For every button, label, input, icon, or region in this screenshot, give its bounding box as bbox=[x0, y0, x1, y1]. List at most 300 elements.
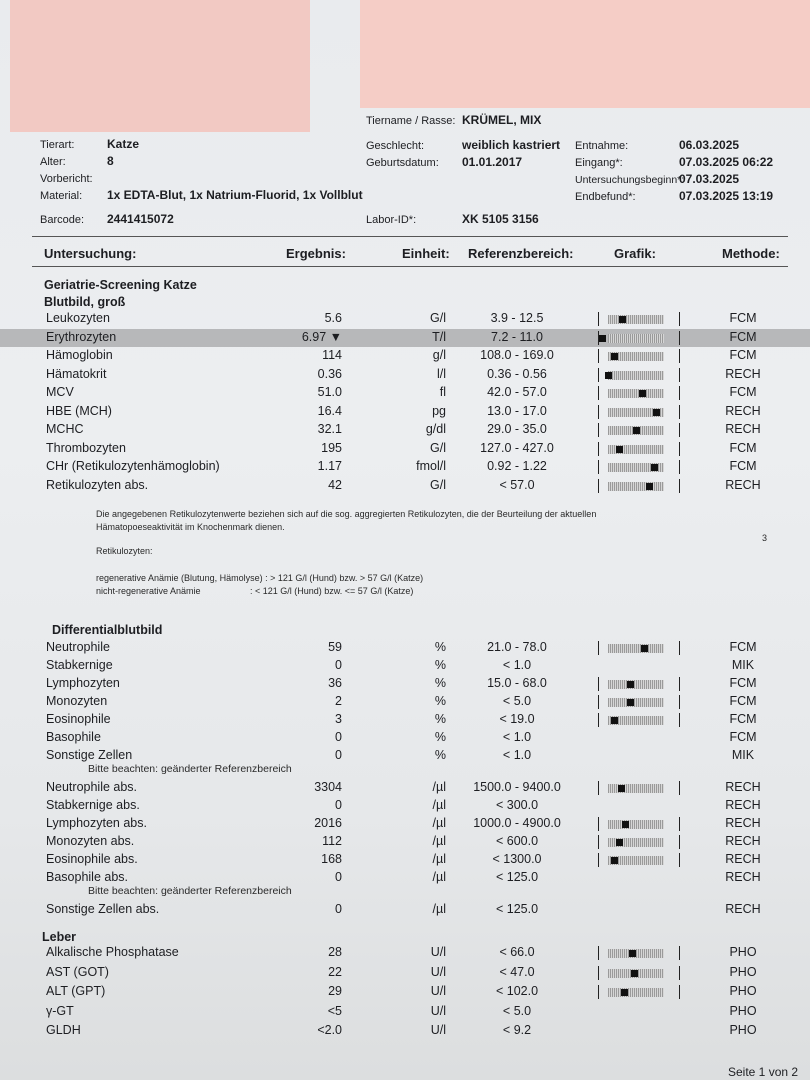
reference-range: < 600.0 bbox=[495, 834, 539, 848]
geschlecht-label: Geschlecht: bbox=[366, 140, 425, 152]
method: RECH bbox=[725, 834, 761, 848]
graphic-right-bound bbox=[679, 835, 680, 849]
unit: /µl bbox=[432, 798, 446, 812]
graphic-marker bbox=[616, 446, 623, 453]
col-methode: Methode: bbox=[722, 246, 780, 261]
geburtsdatum-value: 01.01.2017 bbox=[462, 155, 523, 169]
unit: U/l bbox=[430, 964, 446, 979]
graphic-reference-band bbox=[608, 334, 664, 343]
table-row bbox=[0, 729, 810, 747]
section-geriatrie: Geriatrie-Screening Katze bbox=[44, 278, 197, 292]
method: RECH bbox=[725, 780, 761, 794]
unit: T/l bbox=[432, 329, 446, 344]
graphic-right-bound bbox=[679, 460, 680, 474]
method: PHO bbox=[729, 945, 757, 959]
sticky-note-right bbox=[360, 0, 810, 108]
reference-range: < 5.0 bbox=[502, 1003, 532, 1018]
table-row bbox=[0, 403, 810, 421]
unit: fmol/l bbox=[416, 459, 446, 473]
retik-note-line3: Retikulozyten: bbox=[96, 546, 153, 556]
graphic-reference-band bbox=[608, 482, 664, 491]
result-value: 0 bbox=[335, 902, 342, 916]
graphic-right-bound bbox=[679, 713, 680, 727]
unit: fl bbox=[439, 385, 446, 399]
table-row bbox=[0, 797, 810, 815]
reference-range: < 1.0 bbox=[502, 730, 532, 744]
reference-range: 127.0 - 427.0 bbox=[480, 440, 554, 455]
test-name: Hämoglobin bbox=[46, 348, 113, 362]
table-row bbox=[0, 440, 810, 458]
section-blutbild: Blutbild, groß bbox=[44, 295, 126, 309]
section-differential: Differentialblutbild bbox=[52, 623, 163, 637]
method: RECH bbox=[725, 902, 761, 916]
graphic-marker bbox=[599, 335, 606, 342]
unit: % bbox=[434, 676, 446, 690]
result-value: 0.36 bbox=[317, 366, 342, 381]
graphic-left-bound bbox=[598, 442, 599, 456]
reference-range: < 19.0 bbox=[499, 712, 535, 726]
graphic-reference-band bbox=[608, 698, 664, 707]
unit: /µl bbox=[432, 834, 446, 848]
graphic-right-bound bbox=[679, 695, 680, 709]
reference-graphic bbox=[598, 424, 680, 436]
unit: % bbox=[434, 748, 446, 762]
result-value: 5.6 bbox=[324, 311, 342, 325]
test-name: Eosinophile abs. bbox=[46, 852, 138, 866]
table-row bbox=[0, 901, 810, 919]
result-value: 0 bbox=[335, 870, 342, 884]
graphic-reference-band bbox=[608, 988, 664, 997]
test-name: Monozyten bbox=[46, 694, 108, 708]
entnahme-value: 06.03.2025 bbox=[679, 138, 740, 152]
geschlecht-value: weiblich kastriert bbox=[462, 138, 561, 152]
unit: pg bbox=[432, 403, 446, 418]
sticky-note-left bbox=[10, 0, 310, 132]
result-value: 3304 bbox=[314, 780, 342, 794]
test-name: MCHC bbox=[46, 422, 84, 436]
unit: g/l bbox=[432, 348, 446, 362]
reference-range: < 1.0 bbox=[502, 748, 532, 762]
retik-note-line5: nicht-regenerative Anämie bbox=[96, 586, 201, 596]
graphic-marker bbox=[629, 950, 636, 957]
table-row bbox=[0, 1022, 810, 1040]
endbefund-label: Endbefund*: bbox=[575, 191, 636, 203]
method: RECH bbox=[725, 477, 761, 492]
reference-graphic bbox=[598, 350, 680, 362]
reference-range: 21.0 - 78.0 bbox=[487, 640, 547, 654]
graphic-left-bound bbox=[598, 405, 599, 419]
unit: g/dl bbox=[425, 422, 446, 436]
method: RECH bbox=[725, 422, 761, 436]
reference-range: 42.0 - 57.0 bbox=[487, 385, 547, 399]
header-divider bbox=[32, 236, 788, 237]
graphic-left-bound bbox=[598, 966, 599, 980]
reference-range: 1000.0 - 4900.0 bbox=[473, 816, 561, 830]
untersuchungsbeginn-value: 07.03.2025 bbox=[679, 172, 740, 186]
result-value: 1.17 bbox=[317, 459, 342, 473]
graphic-left-bound bbox=[598, 423, 599, 437]
graphic-marker bbox=[651, 464, 658, 471]
table-row bbox=[0, 1003, 810, 1021]
reference-range: < 125.0 bbox=[495, 902, 539, 916]
table-row bbox=[0, 675, 810, 693]
table-row bbox=[0, 983, 810, 1001]
tierart-value: Katze bbox=[107, 137, 140, 151]
reference-graphic bbox=[598, 642, 680, 654]
graphic-marker bbox=[619, 316, 626, 323]
method: MIK bbox=[731, 748, 755, 762]
entnahme-label: Entnahme: bbox=[575, 140, 629, 152]
table-row bbox=[0, 310, 810, 328]
graphic-left-bound bbox=[598, 946, 599, 960]
unit: /µl bbox=[432, 780, 446, 794]
reference-range: < 57.0 bbox=[499, 477, 535, 492]
graphic-reference-band bbox=[608, 784, 664, 793]
eingang-value: 07.03.2025 06:22 bbox=[679, 155, 774, 169]
test-name: Eosinophile bbox=[46, 712, 111, 726]
reference-graphic bbox=[598, 854, 680, 866]
reference-range: < 1300.0 bbox=[492, 852, 542, 866]
result-value: 0 bbox=[335, 658, 342, 672]
graphic-marker bbox=[611, 353, 618, 360]
result-value: 3 bbox=[335, 712, 342, 726]
tierart-label: Tierart: bbox=[40, 139, 75, 151]
graphic-left-bound bbox=[598, 312, 599, 326]
table-row bbox=[0, 833, 810, 851]
barcode-value: 2441415072 bbox=[107, 212, 174, 226]
reference-range: < 5.0 bbox=[502, 694, 532, 708]
reference-change-note: Bitte beachten: geänderter Referenzbereich bbox=[88, 885, 292, 897]
table-row bbox=[0, 477, 810, 495]
graphic-marker bbox=[633, 427, 640, 434]
method: PHO bbox=[729, 984, 757, 998]
result-value: 168 bbox=[321, 852, 342, 866]
graphic-left-bound bbox=[598, 713, 599, 727]
col-ergebnis: Ergebnis: bbox=[286, 246, 346, 261]
graphic-left-bound bbox=[598, 641, 599, 655]
test-name: Alkalische Phosphatase bbox=[46, 945, 179, 959]
graphic-right-bound bbox=[679, 312, 680, 326]
result-value: 16.4 bbox=[317, 403, 342, 418]
method: FCM bbox=[729, 730, 757, 744]
test-name: Stabkernige abs. bbox=[46, 798, 140, 812]
test-name: Erythrozyten bbox=[46, 329, 117, 344]
table-row bbox=[0, 329, 810, 347]
reference-graphic bbox=[598, 480, 680, 492]
test-name: ALT (GPT) bbox=[46, 984, 106, 998]
unit: /µl bbox=[432, 902, 446, 916]
unit: % bbox=[434, 730, 446, 744]
table-row bbox=[0, 366, 810, 384]
retik-note-line4: regenerative Anämie (Blutung, Hämolyse) : > 121 G/l (Hund) bzw. > 57 G/l (Katze) bbox=[96, 573, 424, 583]
test-name: Leukozyten bbox=[46, 311, 110, 325]
unit: % bbox=[434, 712, 446, 726]
unit: G/l bbox=[430, 477, 446, 492]
tiername-value: KRÜMEL, MIX bbox=[462, 113, 542, 127]
graphic-right-bound bbox=[679, 423, 680, 437]
table-row bbox=[0, 711, 810, 729]
reference-graphic bbox=[598, 714, 680, 726]
col-untersuchung: Untersuchung: bbox=[44, 246, 137, 261]
graphic-marker bbox=[611, 717, 618, 724]
result-value: 6.97 ▼ bbox=[301, 329, 342, 344]
graphic-left-bound bbox=[598, 985, 599, 999]
method: FCM bbox=[729, 459, 757, 473]
result-value: <2.0 bbox=[317, 1023, 342, 1037]
graphic-left-bound bbox=[598, 817, 599, 831]
test-name: Neutrophile bbox=[46, 640, 110, 654]
method: FCM bbox=[729, 348, 757, 362]
graphic-marker bbox=[653, 409, 660, 416]
material-label: Material: bbox=[40, 190, 83, 202]
test-name: Hämatokrit bbox=[46, 366, 107, 381]
method: FCM bbox=[729, 640, 757, 654]
method: PHO bbox=[729, 1003, 757, 1018]
laborid-value: XK 5105 3156 bbox=[462, 212, 539, 226]
method: RECH bbox=[725, 798, 761, 812]
test-name: AST (GOT) bbox=[46, 964, 109, 979]
table-row bbox=[0, 944, 810, 962]
graphic-right-bound bbox=[679, 368, 680, 382]
graphic-right-bound bbox=[679, 442, 680, 456]
geburtsdatum-label: Geburtsdatum: bbox=[366, 157, 439, 169]
result-value: 32.1 bbox=[317, 422, 342, 436]
retik-note-line2: Hämatopoeseaktivität im Knochenmark dienen. bbox=[96, 522, 285, 532]
unit: % bbox=[434, 658, 446, 672]
reference-range: 108.0 - 169.0 bbox=[480, 348, 554, 362]
result-value: 0 bbox=[335, 730, 342, 744]
graphic-marker bbox=[622, 821, 629, 828]
section-leber: Leber bbox=[42, 930, 77, 944]
page-number: Seite 1 von 2 bbox=[728, 1065, 799, 1079]
graphic-marker bbox=[627, 681, 634, 688]
test-name: Stabkernige bbox=[46, 658, 113, 672]
graphic-right-bound bbox=[679, 946, 680, 960]
reference-graphic bbox=[598, 678, 680, 690]
reference-graphic bbox=[598, 836, 680, 848]
barcode-label: Barcode: bbox=[40, 214, 85, 226]
graphic-right-bound bbox=[679, 479, 680, 493]
graphic-marker bbox=[627, 699, 634, 706]
method: PHO bbox=[729, 1023, 757, 1037]
table-row bbox=[0, 964, 810, 982]
graphic-right-bound bbox=[679, 817, 680, 831]
reference-graphic bbox=[598, 986, 680, 998]
laborid-label: Labor-ID*: bbox=[366, 214, 417, 226]
graphic-right-bound bbox=[679, 677, 680, 691]
graphic-marker bbox=[639, 390, 646, 397]
graphic-left-bound bbox=[598, 349, 599, 363]
test-name: Sonstige Zellen abs. bbox=[46, 902, 160, 916]
col-referenzbereich: Referenzbereich: bbox=[468, 246, 574, 261]
tiername-label: Tiername / Rasse: bbox=[366, 115, 456, 127]
graphic-right-bound bbox=[679, 853, 680, 867]
table-row bbox=[0, 421, 810, 439]
result-value: 22 bbox=[328, 964, 342, 979]
reference-range: 3.9 - 12.5 bbox=[490, 311, 544, 325]
method: RECH bbox=[725, 852, 761, 866]
method: FCM bbox=[729, 329, 757, 344]
graphic-reference-band bbox=[608, 644, 664, 653]
reference-range: < 47.0 bbox=[499, 964, 535, 979]
test-name: HBE (MCH) bbox=[46, 403, 112, 418]
retik-note-line5b: : < 121 G/l (Hund) bzw. <= 57 G/l (Katze) bbox=[250, 586, 414, 596]
method: RECH bbox=[725, 870, 761, 884]
reference-range: 7.2 - 11.0 bbox=[491, 329, 543, 344]
unit: /µl bbox=[432, 852, 446, 866]
unit: /µl bbox=[432, 870, 446, 884]
graphic-left-bound bbox=[598, 368, 599, 382]
column-header-divider bbox=[32, 266, 788, 267]
unit: l/l bbox=[436, 366, 446, 381]
graphic-left-bound bbox=[598, 853, 599, 867]
reference-graphic bbox=[598, 696, 680, 708]
reference-graphic bbox=[598, 369, 680, 381]
page-mark: 3 bbox=[762, 533, 768, 543]
result-value: 0 bbox=[335, 748, 342, 762]
result-value: 114 bbox=[322, 348, 342, 362]
graphic-right-bound bbox=[679, 781, 680, 795]
reference-graphic bbox=[598, 332, 680, 344]
vorbericht-label: Vorbericht: bbox=[40, 173, 93, 185]
graphic-left-bound bbox=[598, 479, 599, 493]
graphic-reference-band bbox=[608, 315, 664, 324]
table-row bbox=[0, 657, 810, 675]
reference-range: < 300.0 bbox=[495, 798, 539, 812]
method: FCM bbox=[729, 676, 757, 690]
graphic-right-bound bbox=[679, 349, 680, 363]
unit: /µl bbox=[432, 816, 446, 830]
graphic-marker bbox=[605, 372, 612, 379]
reference-range: 29.0 - 35.0 bbox=[487, 422, 547, 436]
method: FCM bbox=[729, 712, 757, 726]
graphic-right-bound bbox=[679, 405, 680, 419]
test-name: Basophile abs. bbox=[46, 870, 129, 884]
graphic-right-bound bbox=[679, 966, 680, 980]
graphic-marker bbox=[631, 970, 638, 977]
col-grafik: Grafik: bbox=[614, 246, 656, 261]
test-name: Neutrophile abs. bbox=[46, 780, 138, 794]
method: RECH bbox=[725, 816, 761, 830]
eingang-label: Eingang*: bbox=[575, 157, 623, 169]
reference-graphic bbox=[598, 967, 680, 979]
unit: U/l bbox=[430, 1003, 446, 1018]
method: RECH bbox=[725, 366, 761, 381]
method: FCM bbox=[729, 385, 757, 399]
alter-value: 8 bbox=[107, 154, 114, 168]
graphic-left-bound bbox=[598, 677, 599, 691]
material-value: 1x EDTA-Blut, 1x Natrium-Fluorid, 1x Vollblut bbox=[107, 188, 363, 202]
graphic-marker bbox=[621, 989, 628, 996]
graphic-reference-band bbox=[608, 820, 664, 829]
table-row bbox=[0, 851, 810, 869]
col-einheit: Einheit: bbox=[402, 246, 450, 261]
test-name: Lymphozyten bbox=[46, 676, 120, 690]
reference-range: < 9.2 bbox=[502, 1023, 532, 1037]
test-name: Thrombozyten bbox=[46, 440, 126, 455]
method: PHO bbox=[729, 964, 757, 979]
untersuchungsbeginn-label: Untersuchungsbeginn*: bbox=[575, 174, 685, 186]
result-value: 2 bbox=[335, 694, 342, 708]
table-row bbox=[0, 347, 810, 365]
reference-graphic bbox=[598, 818, 680, 830]
graphic-left-bound bbox=[598, 695, 599, 709]
reference-range: 1500.0 - 9400.0 bbox=[473, 780, 561, 794]
method: RECH bbox=[725, 403, 761, 418]
test-name: CHr (Retikulozytenhämoglobin) bbox=[46, 459, 220, 473]
method: MIK bbox=[731, 658, 755, 672]
test-name: γ-GT bbox=[46, 1003, 74, 1018]
reference-graphic bbox=[598, 947, 680, 959]
result-value: 59 bbox=[328, 640, 342, 654]
unit: U/l bbox=[430, 1023, 446, 1037]
graphic-right-bound bbox=[679, 386, 680, 400]
method: FCM bbox=[729, 694, 757, 708]
reference-range: 0.92 - 1.22 bbox=[487, 459, 547, 473]
graphic-marker bbox=[616, 839, 623, 846]
reference-range: 0.36 - 0.56 bbox=[487, 366, 547, 381]
method: FCM bbox=[729, 440, 757, 455]
graphic-right-bound bbox=[679, 641, 680, 655]
test-name: Monozyten abs. bbox=[46, 834, 135, 848]
reference-graphic bbox=[598, 782, 680, 794]
table-row bbox=[0, 639, 810, 657]
reference-graphic bbox=[598, 406, 680, 418]
result-value: 42 bbox=[328, 477, 342, 492]
table-row bbox=[0, 693, 810, 711]
graphic-right-bound bbox=[679, 985, 680, 999]
graphic-left-bound bbox=[598, 835, 599, 849]
alter-label: Alter: bbox=[40, 156, 66, 168]
graphic-right-bound bbox=[679, 331, 680, 345]
endbefund-value: 07.03.2025 13:19 bbox=[679, 189, 774, 203]
reference-graphic bbox=[598, 313, 680, 325]
table-row bbox=[0, 815, 810, 833]
graphic-reference-band bbox=[608, 949, 664, 958]
result-value: 36 bbox=[328, 676, 342, 690]
test-name: Lymphozyten abs. bbox=[46, 816, 147, 830]
method: FCM bbox=[729, 311, 757, 325]
test-name: Retikulozyten abs. bbox=[46, 477, 149, 492]
graphic-marker bbox=[641, 645, 648, 652]
graphic-reference-band bbox=[608, 680, 664, 689]
graphic-marker bbox=[611, 857, 618, 864]
table-row bbox=[0, 458, 810, 476]
unit: G/l bbox=[430, 440, 446, 455]
reference-change-note: Bitte beachten: geänderter Referenzbereich bbox=[88, 763, 292, 775]
result-value: 29 bbox=[328, 984, 342, 998]
graphic-marker bbox=[646, 483, 653, 490]
unit: G/l bbox=[430, 311, 446, 325]
reference-range: < 66.0 bbox=[499, 945, 535, 959]
reference-graphic bbox=[598, 461, 680, 473]
result-value: 2016 bbox=[314, 816, 342, 830]
result-value: <5 bbox=[327, 1003, 342, 1018]
table-row bbox=[0, 779, 810, 797]
result-value: 112 bbox=[322, 834, 342, 848]
reference-range: < 102.0 bbox=[495, 984, 539, 998]
reference-range: 15.0 - 68.0 bbox=[487, 676, 547, 690]
test-name: MCV bbox=[46, 385, 74, 399]
test-name: Sonstige Zellen bbox=[46, 748, 133, 762]
result-value: 195 bbox=[321, 440, 342, 455]
graphic-left-bound bbox=[598, 460, 599, 474]
reference-graphic bbox=[598, 387, 680, 399]
test-name: Basophile bbox=[46, 730, 101, 744]
reference-graphic bbox=[598, 443, 680, 455]
graphic-marker bbox=[618, 785, 625, 792]
unit: U/l bbox=[430, 984, 446, 998]
